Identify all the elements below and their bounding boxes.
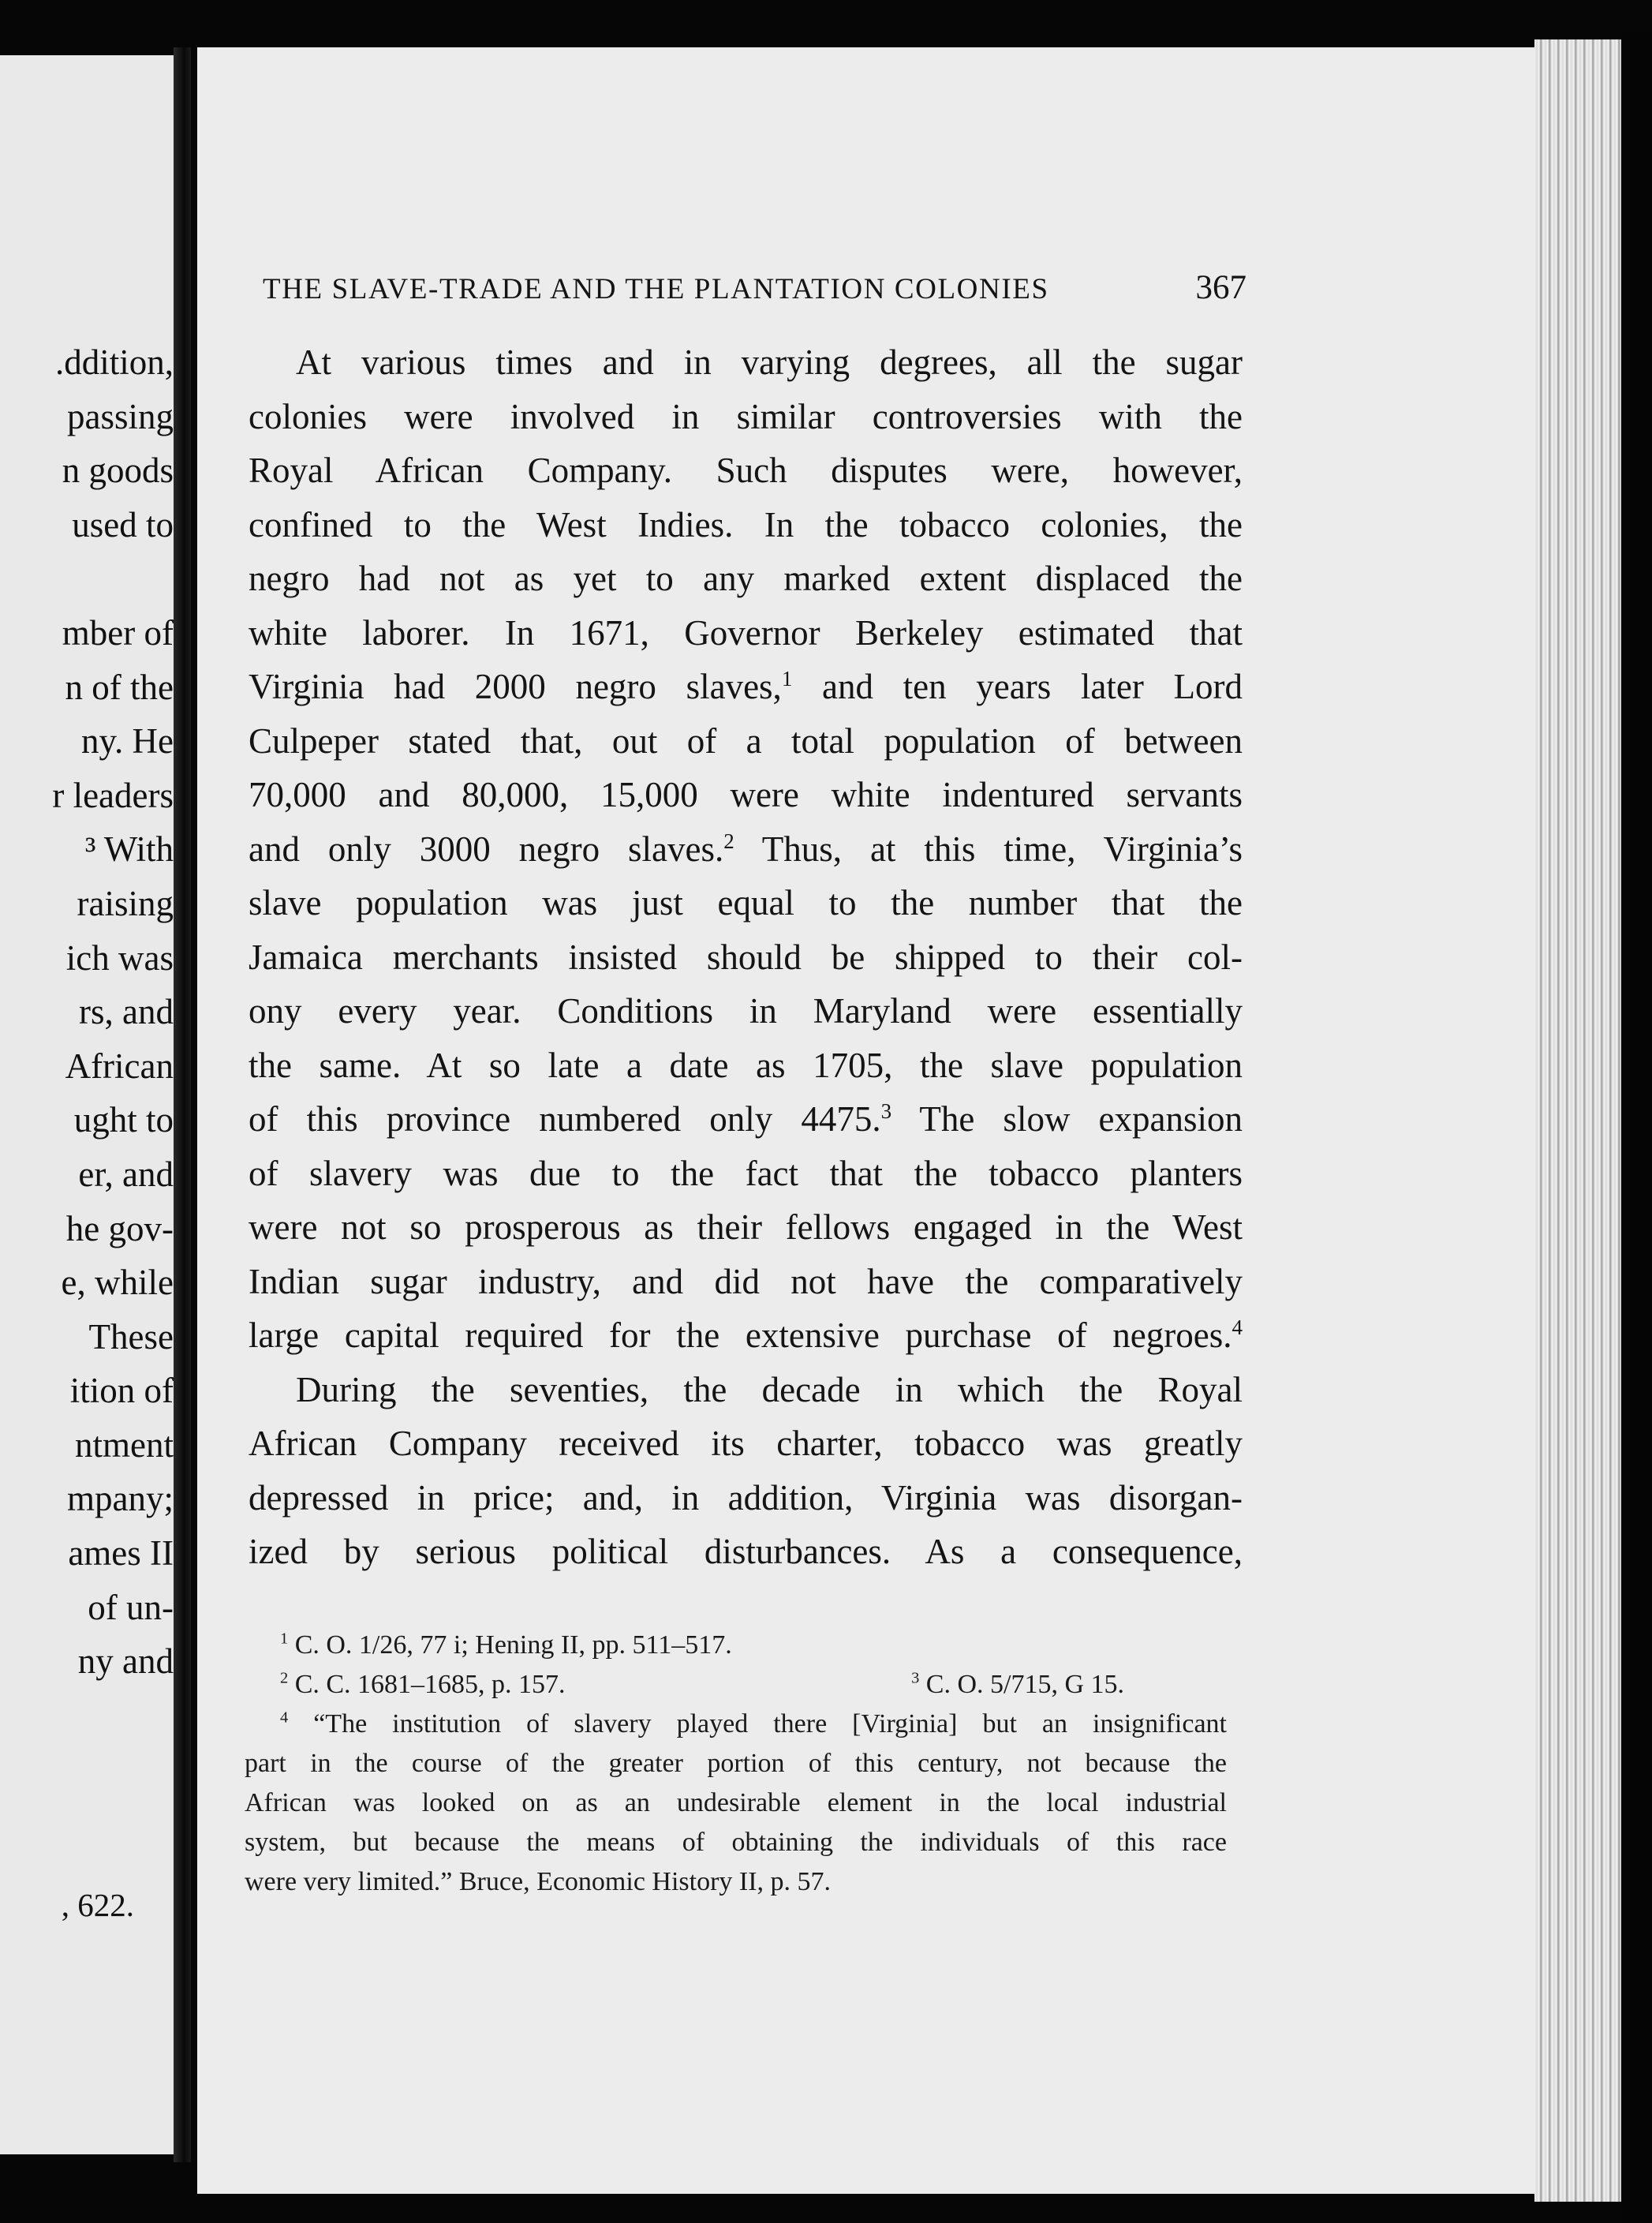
footnote-ref: 4 (1232, 1315, 1243, 1339)
left-page-text (0, 335, 174, 1689)
footnote-ref: 1 (781, 667, 793, 690)
left-line: These (88, 1316, 174, 1357)
footnote-line: part in the course of the greater portion of this century, not because the (245, 1749, 1227, 1778)
footnote-4 (245, 1705, 1227, 1744)
left-line: n of the (65, 667, 174, 707)
footnote-mark: 3 (911, 1669, 920, 1687)
left-page (0, 55, 183, 2154)
footnote-text: C. O. 1/26, 77 i; Hening II, pp. 511–517. (288, 1630, 732, 1660)
footnote-2 (280, 1665, 566, 1705)
footnote-ref: 2 (723, 829, 734, 853)
text-segment: large capital required for the extensive purchase of negroes. (249, 1315, 1232, 1355)
text-segment: Thus, at this time, Virginia’s (734, 829, 1243, 869)
footnote-mark: 1 (280, 1630, 289, 1648)
left-line: .ddition, (54, 342, 174, 382)
left-line: e, while (61, 1263, 174, 1303)
text-line: of slavery was due to the fact that the tobacco planters (249, 1153, 1243, 1193)
text-line: white laborer. In 1671, Governor Berkeley estimated that (249, 612, 1243, 653)
footnotes (245, 1626, 1227, 1902)
text-line: Culpeper stated that, out of a total population of between (249, 720, 1243, 761)
text-segment: and only 3000 negro slaves. (249, 829, 724, 869)
text-line: 70,000 and 80,000, 15,000 were white indentured servants (249, 775, 1243, 814)
text-line (249, 822, 1243, 877)
footnote-mark: 4 (280, 1708, 289, 1727)
left-line: ny. He (80, 721, 174, 762)
left-line: ition of (69, 1371, 174, 1411)
book-gutter (174, 47, 191, 2162)
page-header (263, 268, 1246, 307)
left-line: ³ With (84, 829, 174, 870)
footnote-row (245, 1665, 1227, 1705)
text-line (249, 1308, 1243, 1363)
footnote-text: “The institution of slavery played there [Virginia] but an insignificant (288, 1709, 1227, 1738)
left-line: passing (67, 396, 174, 436)
left-line-blank (0, 552, 174, 606)
text-line: were not so prosperous as their fellows engaged in the West (249, 1207, 1243, 1247)
running-head: THE SLAVE-TRADE AND THE PLANTATION COLONIES (263, 273, 1049, 305)
footnote-ref: 3 (880, 1099, 892, 1123)
left-line: r leaders (52, 775, 174, 815)
text-line: depressed in price; and, in addition, Virginia was disorgan- (249, 1477, 1243, 1518)
left-footnote-fragment: , 622. (61, 1887, 134, 1923)
text-line: At various times and in varying degrees, all the sugar (296, 342, 1243, 382)
footnote-line: system, but because the means of obtaining the individuals of this race (245, 1828, 1227, 1857)
left-line: he gov- (65, 1208, 174, 1248)
left-line: ught to (73, 1100, 174, 1140)
left-line: raising (77, 883, 174, 923)
text-line: African Company received its charter, tobacco was greatly (249, 1424, 1243, 1463)
text-line: Indian sugar industry, and did not have the comparatively (249, 1261, 1243, 1301)
left-line: mpany; (67, 1479, 174, 1519)
page-number: 367 (1195, 269, 1246, 306)
left-line: ny and (77, 1641, 174, 1682)
left-line: ich was (65, 937, 174, 978)
text-segment: Virginia had 2000 negro slaves, (249, 667, 782, 706)
footnote-text: C. C. 1681–1685, p. 157. (288, 1670, 566, 1699)
text-segment: and ten years later Lord (792, 667, 1243, 706)
page-edges (1534, 39, 1621, 2202)
footnote-mark: 2 (280, 1669, 289, 1687)
text-line: slave population was just equal to the number that the (249, 883, 1243, 923)
left-line: rs, and (79, 992, 174, 1032)
left-line: n goods (62, 451, 174, 491)
text-line: ony every year. Conditions in Maryland were essentially (249, 991, 1243, 1031)
text-segment: The slow expansion (891, 1099, 1243, 1139)
text-line (249, 660, 1243, 714)
footnote-line: were very limited.” Bruce, Economic History II, p. 57. (245, 1867, 832, 1896)
text-line: Jamaica merchants insisted should be shipped to their col- (249, 937, 1243, 977)
text-line: During the seventies, the decade in which the Royal (296, 1369, 1243, 1409)
left-line: ntment (75, 1424, 174, 1465)
text-line: confined to the West Indies. In the tobacco colonies, the (249, 504, 1243, 545)
left-line: er, and (78, 1154, 174, 1194)
text-line (249, 1092, 1243, 1147)
text-segment: of this province numbered only 4475. (249, 1099, 881, 1139)
footnote-line: African was looked on as an undesirable element in the local industrial (245, 1788, 1227, 1817)
left-line: mber of (62, 612, 174, 653)
body-text (249, 335, 1243, 1579)
footnote-text: C. O. 5/715, G 15. (919, 1670, 1124, 1699)
footnote-3 (911, 1665, 1124, 1705)
footnote-1 (245, 1626, 1227, 1665)
left-line: used to (72, 504, 174, 545)
text-line: the same. At so late a date as 1705, the slave population (249, 1045, 1243, 1085)
text-line: colonies were involved in similar controversies with the (249, 396, 1243, 436)
text-line: Royal African Company. Such disputes were, however, (249, 451, 1243, 490)
left-line: African (65, 1046, 174, 1086)
page-edges-shadow (1621, 32, 1652, 2223)
text-line: negro had not as yet to any marked extent displaced the (249, 559, 1243, 598)
text-line: ized by serious political disturbances. As a consequence, (249, 1532, 1243, 1571)
left-line: of un- (88, 1587, 174, 1627)
left-line: ames II (68, 1533, 174, 1574)
